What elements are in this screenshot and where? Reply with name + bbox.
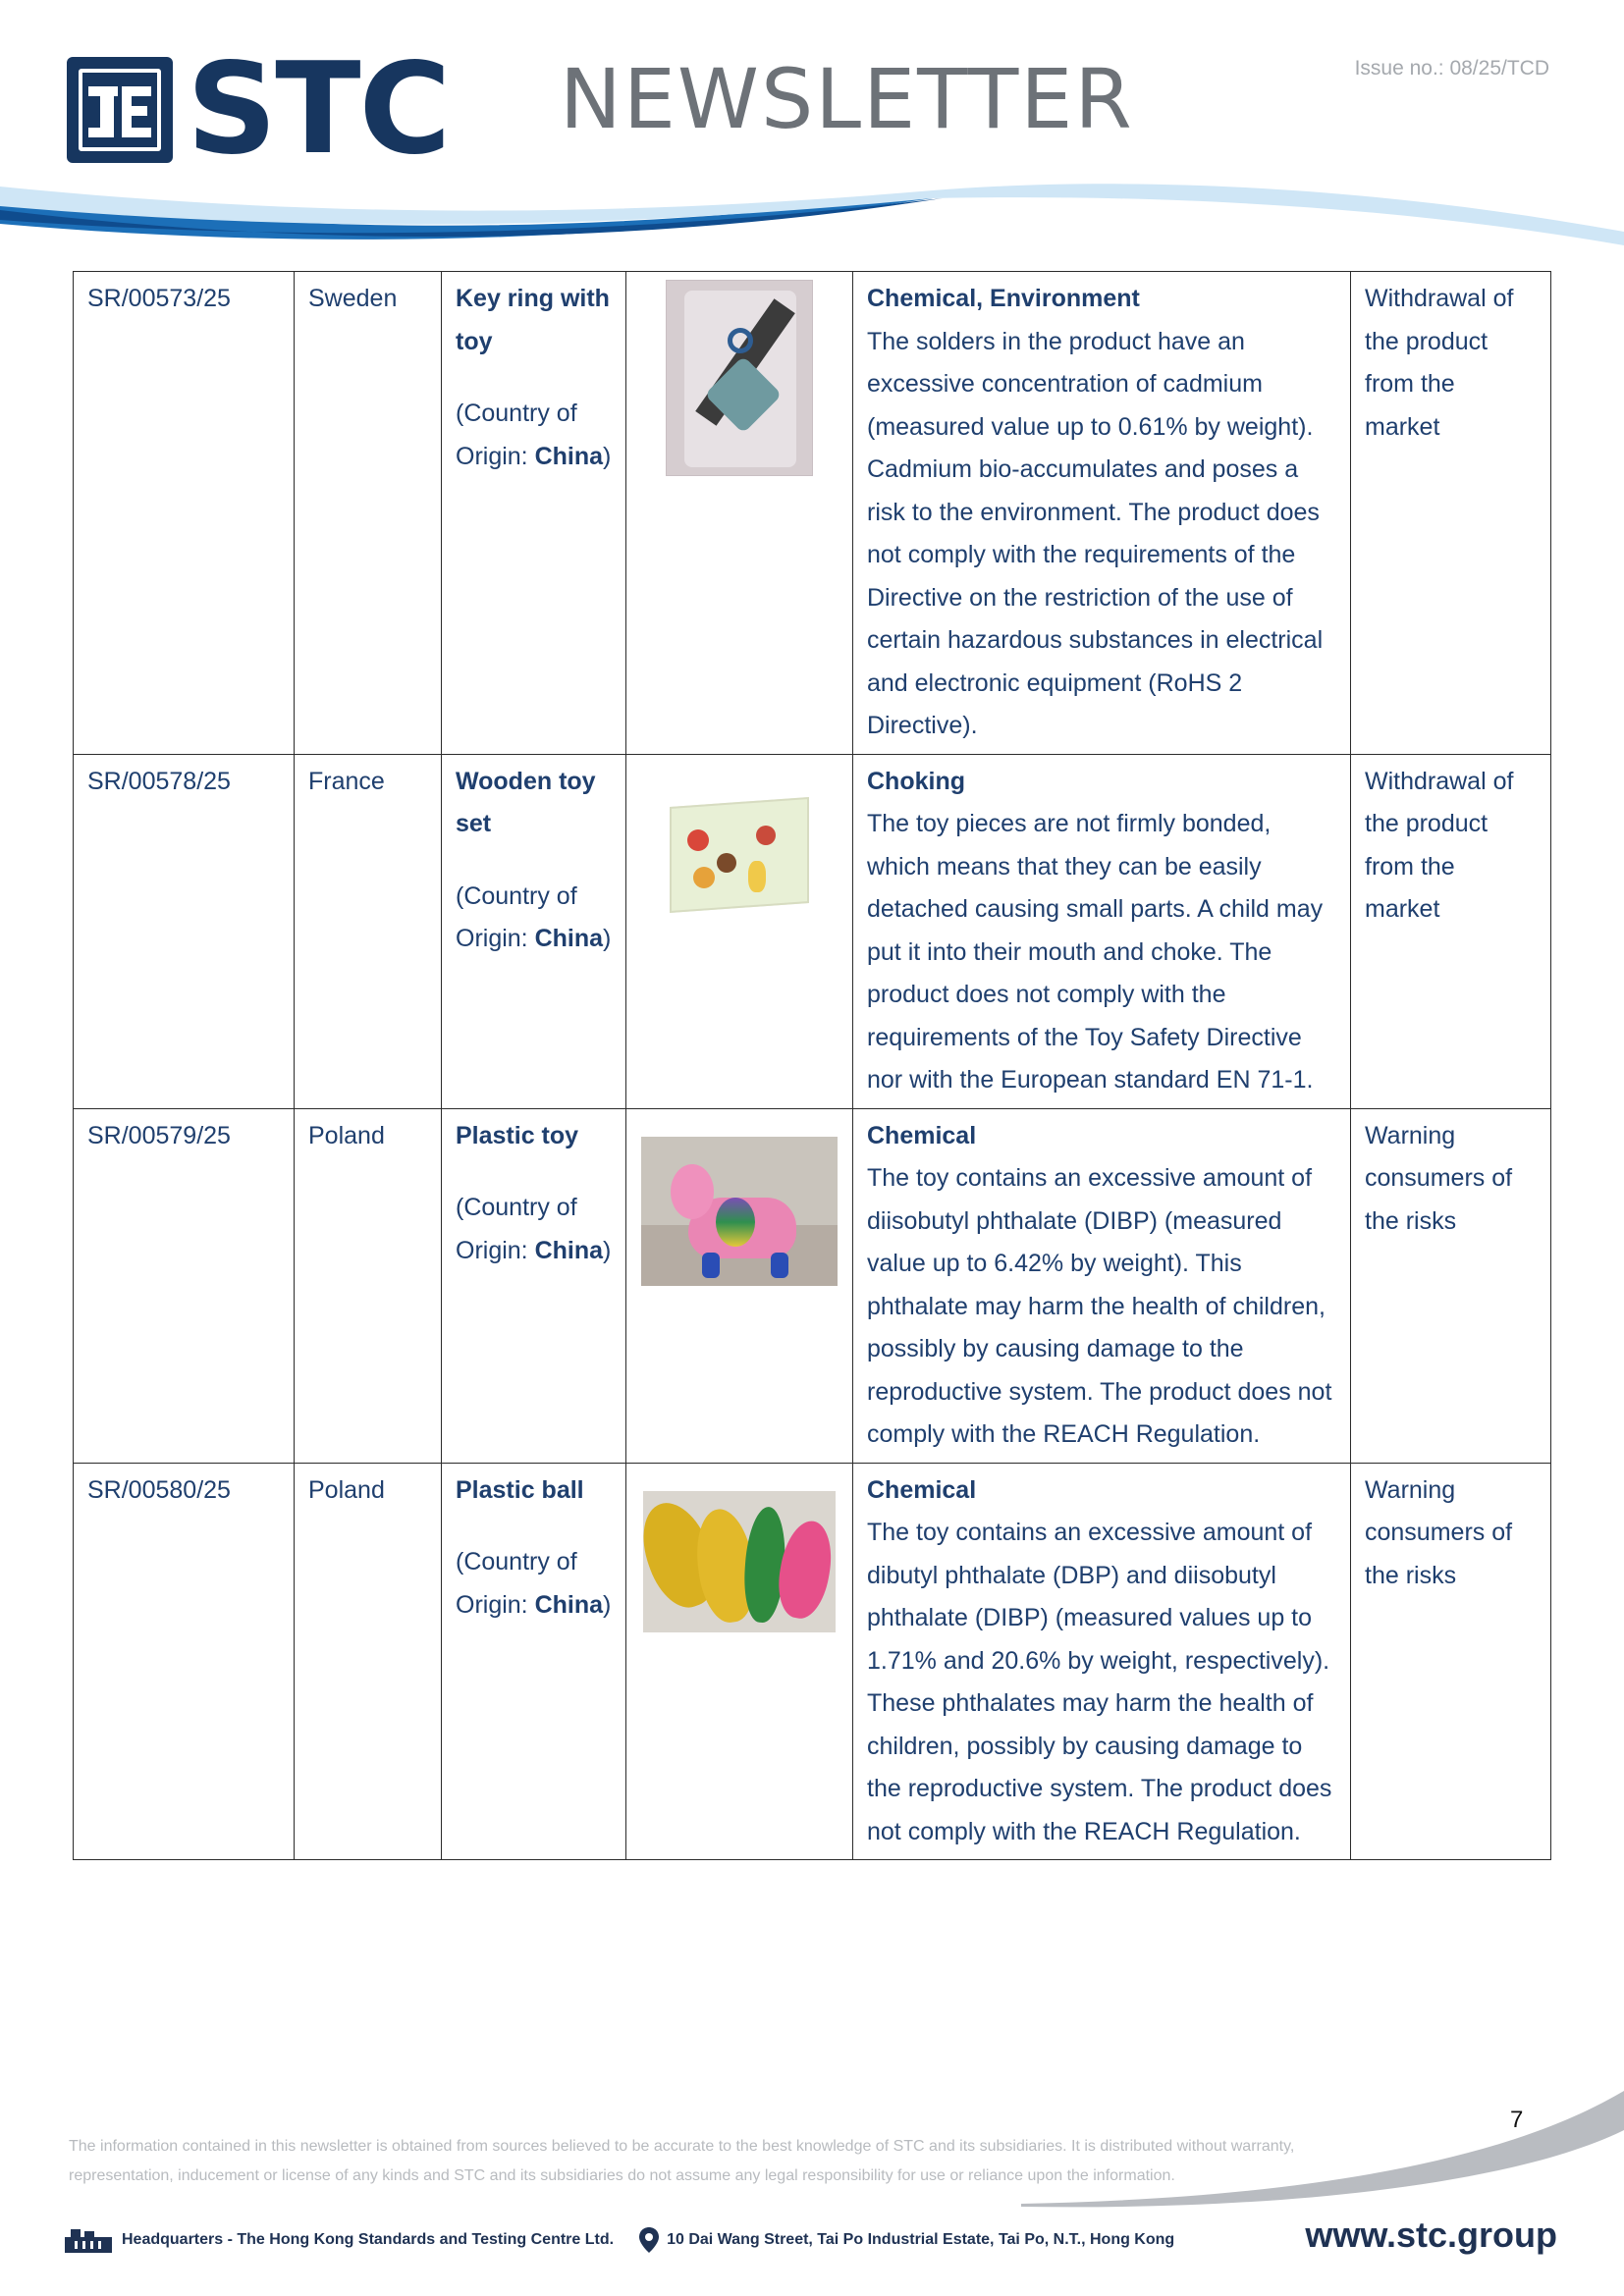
risk-cell (853, 1463, 1351, 1860)
table-row (74, 1463, 1551, 1860)
origin-prefix: (Country of Origin: (456, 881, 577, 952)
origin-country: China (534, 442, 604, 470)
risk-description: The toy pieces are not firmly bonded, which means that they can be easily detached causing small parts. A child may put it into their mouth and choke. The product does not comply with the requirements of the Toy Safety Directive nor with the European standard EN 71-1. (867, 810, 1324, 1094)
table-row (74, 1108, 1551, 1463)
website-link[interactable]: www.stc.group (1305, 2215, 1557, 2255)
stc-logo (67, 36, 450, 183)
product-cell (442, 1463, 626, 1860)
stc-emblem-icon (67, 57, 173, 163)
country-cell: France (295, 754, 442, 1108)
table-row (74, 754, 1551, 1108)
image-cell (626, 1108, 853, 1463)
disclaimer-text: The information contained in this newsletter is obtained from sources believed to be accurate to the best knowledge of STC and its subsidiaries. It is distributed without warranty, representation, inducement or license of any kinds and STC and its subsidiaries do not assume any legal responsibility for use or reliance upon the information. (69, 2138, 1295, 2184)
risk-description: The solders in the product have an excessive concentration of cadmium (measured value up to 0.61% by weight). Cadmium bio-accumulates and poses a risk to the environment. The product does not comply with the requirements of the Directive on the restriction of the use of certain hazardous substances in electrical and electronic equipment (RoHS 2 Directive). (867, 327, 1324, 739)
origin-suffix: ) (603, 1590, 612, 1619)
risk-type: Chemical, Environment (867, 285, 1140, 312)
origin-suffix: ) (603, 925, 612, 952)
risk-cell (853, 1108, 1351, 1463)
origin-prefix: (Country of Origin: (456, 400, 577, 470)
origin-prefix: (Country of Origin: (456, 1194, 577, 1264)
country-cell: Poland (295, 1108, 442, 1463)
risk-type: Chemical (867, 1121, 977, 1149)
product-name: Wooden toy set (456, 767, 596, 837)
country-cell: Sweden (295, 272, 442, 755)
reference-cell: SR/00573/25 (74, 272, 295, 755)
origin-country: China (534, 1236, 604, 1264)
risk-cell (853, 754, 1351, 1108)
image-cell (626, 754, 853, 1108)
wooden-toy-set-photo (666, 796, 813, 914)
product-cell (442, 1108, 626, 1463)
image-cell (626, 272, 853, 755)
location-pin-icon (639, 2227, 659, 2253)
risk-description: The toy contains an excessive amount of dibutyl phthalate (DBP) and diisobutyl phthalate (DIBP) (measured values up to 1.71% and 20.6% by weight, respectively). These phthalates may harm the health of children, possibly by causing damage to the reproductive system. The product does not comply with the REACH Regulation. (867, 1519, 1332, 1845)
address-text: 10 Dai Wang Street, Tai Po Industrial Estate, Tai Po, N.T., Hong Kong (667, 2231, 1175, 2248)
reference-cell: SR/00578/25 (74, 754, 295, 1108)
table-row (74, 272, 1551, 755)
measures-cell: Warning consumers of the risks (1351, 1108, 1551, 1463)
unicorn-hopper-toy-photo (641, 1137, 838, 1286)
plastic-balls-photo (643, 1491, 836, 1632)
measures-cell: Withdrawal of the product from the market (1351, 754, 1551, 1108)
recall-table (73, 271, 1551, 1860)
measures-cell: Withdrawal of the product from the market (1351, 272, 1551, 755)
measures-cell: Warning consumers of the risks (1351, 1463, 1551, 1860)
product-cell (442, 272, 626, 755)
key-ring-toy-photo (666, 280, 813, 476)
header-wave-decoration (0, 177, 1624, 265)
reference-cell: SR/00580/25 (74, 1463, 295, 1860)
risk-description: The toy contains an excessive amount of diisobutyl phthalate (DIBP) (measured value up to 6.42% by weight). This phthalate may harm the health of children, possibly by causing damage to the reproductive system. The product does not comply with the REACH Regulation. (867, 1164, 1332, 1448)
risk-type: Choking (867, 767, 965, 795)
product-name: Plastic ball (456, 1475, 584, 1504)
origin-suffix: ) (603, 1236, 612, 1264)
footer-bar (65, 2215, 1557, 2260)
risk-cell (853, 272, 1351, 755)
country-cell: Poland (295, 1463, 442, 1860)
reference-cell: SR/00579/25 (74, 1108, 295, 1463)
headquarters-text: Headquarters - The Hong Kong Standards and Testing Centre Ltd. (122, 2231, 615, 2248)
product-name: Plastic toy (456, 1121, 579, 1149)
origin-country: China (534, 925, 604, 952)
image-cell (626, 1463, 853, 1860)
logo-wordmark: STC (187, 36, 450, 183)
origin-country: China (534, 1590, 604, 1619)
product-cell (442, 754, 626, 1108)
page-number: 7 (1510, 2107, 1524, 2133)
building-icon (65, 2227, 112, 2253)
newsletter-title: NEWSLETTER (560, 51, 1134, 147)
issue-number: Issue no.: 08/25/TCD (1354, 57, 1549, 80)
product-name: Key ring with toy (456, 285, 610, 355)
origin-prefix: (Country of Origin: (456, 1548, 577, 1619)
origin-suffix: ) (603, 442, 612, 470)
risk-type: Chemical (867, 1475, 977, 1504)
